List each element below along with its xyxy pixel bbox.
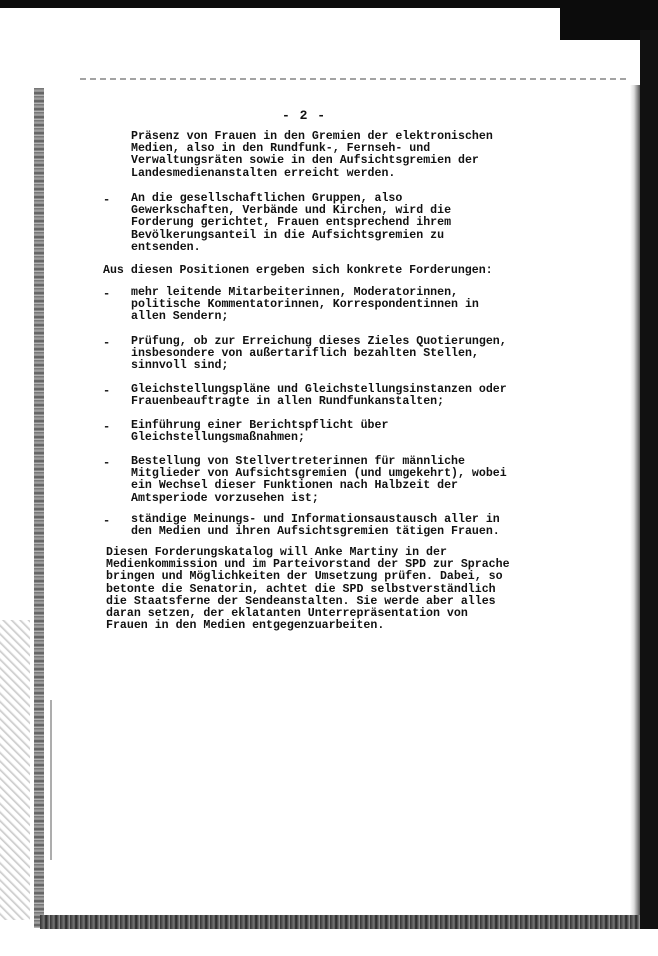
text-line: entsenden. (131, 240, 201, 254)
demands-intro: Aus diesen Positionen ergeben sich konkrete Forderungen: (103, 264, 493, 277)
text-line: mehr leitende Mitarbeiterinnen, Moderatorinnen, (131, 286, 458, 299)
demand-item (131, 384, 507, 408)
text-line: Bestellung von Stellvertreterinnen für männliche (131, 455, 465, 468)
bullet-dash: - (103, 384, 111, 398)
bullet-dash: - (103, 420, 111, 434)
text-line: Frauen in den Medien entgegenzuarbeiten. (106, 619, 385, 633)
bullet-item-groups (131, 193, 451, 254)
demand-item (131, 336, 507, 373)
text-line: Amtsperiode vorzusehen ist; (131, 491, 319, 505)
text-line: Frauenbeauftragte in allen Rundfunkanstalten; (131, 395, 445, 409)
continuation-paragraph (131, 131, 493, 180)
text-line: Gewerkschaften, Verbände und Kirchen, wird die (131, 204, 452, 218)
text-line: ein Wechsel dieser Funktionen nach Halbzeit der (131, 479, 458, 493)
closing-paragraph (106, 547, 510, 632)
text-line: An die gesellschaftlichen Gruppen, also (131, 192, 403, 205)
bullet-dash: - (103, 514, 111, 528)
text-line: Gleichstellungspläne und Gleichstellungsinstanzen oder (131, 383, 507, 396)
text-line: ständige Meinungs- und Informationsaustausch aller in (131, 513, 500, 526)
text-line: Einführung einer Berichtspflicht über (131, 419, 389, 432)
bullet-dash: - (103, 336, 111, 350)
text-line: betonte die Senatorin, achtet die SPD selbstverständlich (106, 582, 496, 596)
text-line: politische Kommentatorinnen, Korrespondentinnen in (131, 298, 479, 312)
text-line: die Staatsferne der Sendeanstalten. Sie werde aber alles (106, 594, 496, 608)
text-line: Prüfung, ob zur Erreichung dieses Zieles Quotierungen, (131, 335, 507, 348)
demand-item (131, 287, 479, 324)
text-line: daran setzen, der eklatanten Unterrepräsentation von (106, 607, 468, 621)
page-number: - 2 - (282, 108, 327, 123)
bullet-dash: - (103, 456, 111, 470)
text-line: Gleichstellungsmaßnahmen; (131, 431, 305, 445)
text-line: Forderung gerichtet, Frauen entsprechend ihrem (131, 216, 452, 230)
text-line: Bevölkerungsanteil in die Aufsichtsgremien zu (131, 228, 445, 242)
bullet-dash: - (103, 287, 111, 301)
text-line: Mitglieder von Aufsichtsgremien (und umgekehrt), wobei (131, 467, 507, 481)
text-line: Verwaltungsräten sowie in den Aufsichtsgremien der (131, 154, 479, 168)
bullet-dash: - (103, 193, 111, 207)
text-line: Medien, also in den Rundfunk-, Fernseh- und (131, 142, 431, 156)
demand-item (131, 514, 500, 538)
text-line: Medienkommission und im Parteivorstand der SPD zur Sprache (106, 558, 510, 572)
demand-item (131, 456, 507, 505)
text-line: insbesondere von außertariflich bezahlten Stellen, (131, 347, 479, 361)
text-line: allen Sendern; (131, 310, 229, 324)
text-line: den Medien und ihren Aufsichtsgremien tätigen Frauen. (131, 525, 500, 539)
text-line: Präsenz von Frauen in den Gremien der elektronischen (131, 130, 493, 143)
text-line: Diesen Forderungskatalog will Anke Martiny in der (106, 546, 447, 559)
text-line: bringen und Möglichkeiten der Umsetzung prüfen. Dabei, so (106, 570, 503, 584)
text-line: sinnvoll sind; (131, 359, 229, 373)
demand-item (131, 420, 388, 444)
text-line: Landesmedienanstalten erreicht werden. (131, 166, 396, 180)
